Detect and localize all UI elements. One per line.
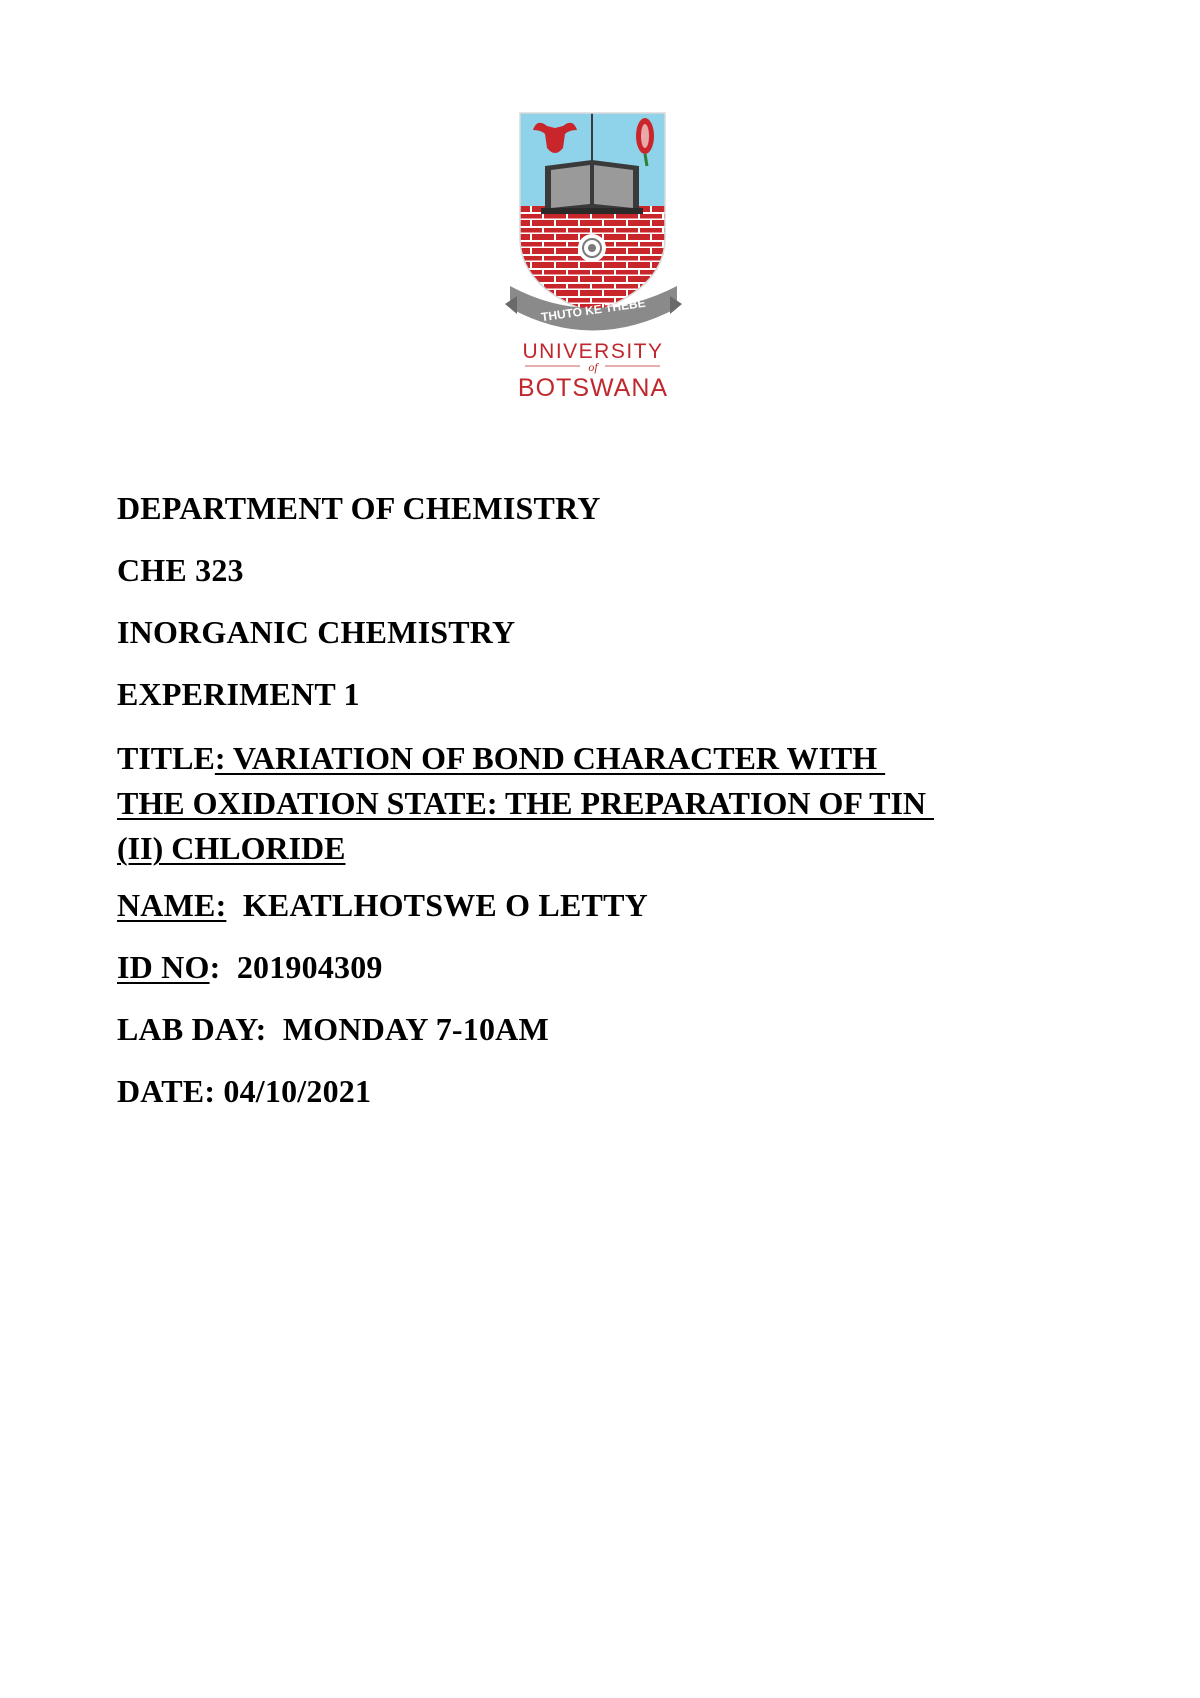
date-line: DATE: 04/10/2021 [117, 1073, 372, 1109]
name-value: KEATLHOTSWE O LETTY [226, 887, 648, 923]
course-code-line: CHE 323 [117, 552, 244, 588]
title-text-1: : VARIATION OF BOND CHARACTER WITH [214, 740, 886, 776]
lab-day-line: LAB DAY: MONDAY 7-10AM [117, 1011, 549, 1047]
course-name-line: INORGANIC CHEMISTRY [117, 614, 516, 650]
title-text-3: (II) CHLORIDE [117, 830, 346, 866]
title-line-2 [117, 781, 1077, 826]
title-line-3 [117, 826, 1077, 871]
title-block [117, 736, 1077, 871]
university-logo [495, 108, 695, 408]
department-line: DEPARTMENT OF CHEMISTRY [117, 490, 601, 526]
document-body [117, 488, 1077, 1133]
name-label: NAME: [117, 887, 227, 923]
open-book-icon [541, 160, 643, 214]
logo-of-text: of [588, 360, 598, 374]
title-line-1 [117, 736, 1077, 781]
logo-botswana-text: BOTSWANA [517, 374, 669, 402]
title-text-2: THE OXIDATION STATE: THE PREPARATION OF TIN [117, 785, 935, 821]
id-line [117, 947, 1077, 987]
experiment-line: EXPERIMENT 1 [117, 676, 360, 712]
logo-motto: THUTO KE THEBE [540, 295, 647, 325]
id-value: 201904309 [220, 949, 383, 985]
logo-university-text: UNIVERSITY [522, 340, 664, 363]
title-label: TITLE [117, 740, 215, 776]
id-label: ID NO [117, 949, 210, 985]
id-colon: : [209, 949, 221, 985]
name-line [117, 885, 1077, 925]
rosette-icon [578, 234, 606, 262]
